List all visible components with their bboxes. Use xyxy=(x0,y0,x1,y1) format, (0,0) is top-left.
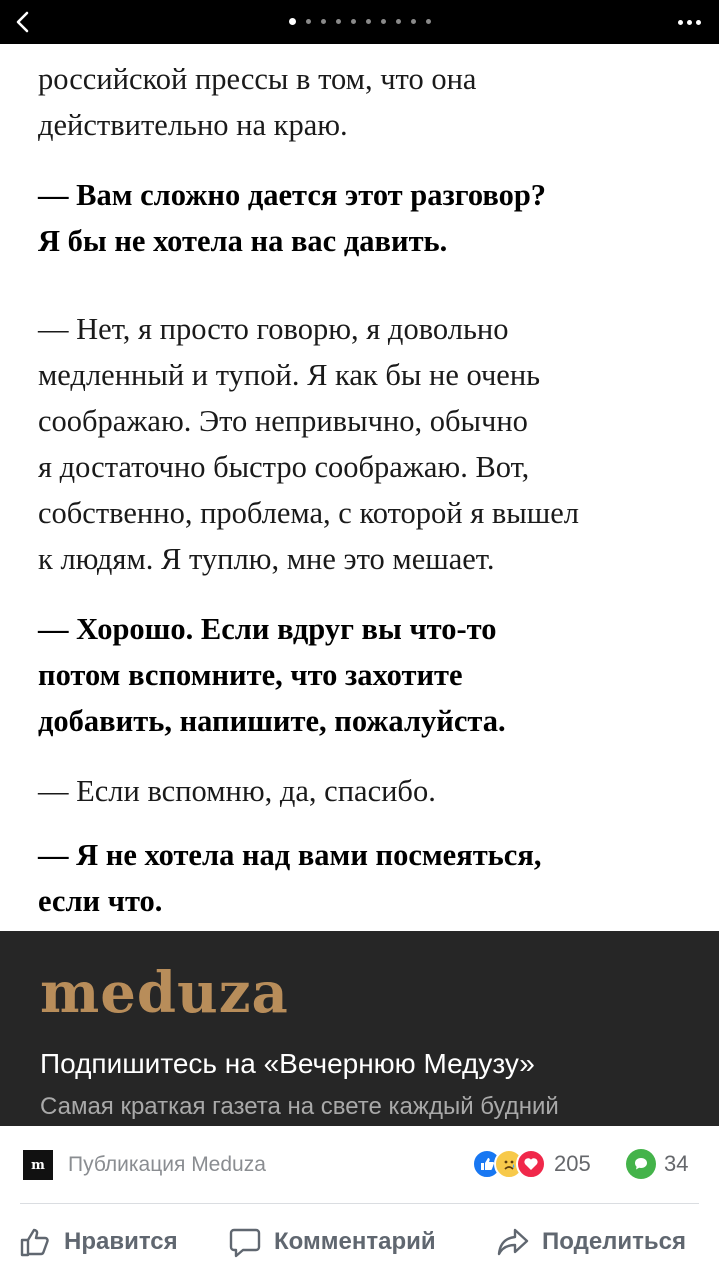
love-reaction-icon xyxy=(516,1149,546,1179)
answer-paragraph: — Нет, я просто говорю, я довольно медленный и тупой. Я как бы не очень соображаю. Это непривычно, обычно я достаточно быстро соображаю. Вот, собственно, проблема, с которой я вышел к людям. Я туплю, мне это мешает. xyxy=(38,312,579,576)
top-bar xyxy=(0,0,719,44)
share-arrow-icon xyxy=(496,1225,530,1259)
publication-logo[interactable]: m xyxy=(23,1150,53,1180)
page-dot xyxy=(426,19,431,24)
reactions-summary[interactable] xyxy=(472,1148,591,1180)
reaction-count: 205 xyxy=(554,1151,591,1176)
newsletter-promo[interactable] xyxy=(0,931,719,1126)
publication-row xyxy=(0,1126,719,1204)
page-dot xyxy=(306,19,311,24)
comment-bubble-icon xyxy=(626,1149,656,1179)
publication-name[interactable]: Публикация Meduza xyxy=(68,1153,266,1176)
meduza-logo: meduza xyxy=(40,960,289,1026)
page-dot-active xyxy=(289,18,296,25)
page-indicator xyxy=(0,16,719,26)
question-paragraph: — Я не хотела над вами посмеяться, если что. xyxy=(38,838,542,918)
comments-summary[interactable] xyxy=(626,1148,688,1180)
question-paragraph: — Хорошо. Если вдруг вы что-то потом вспомните, что захотите добавить, напишите, пожалуйста. xyxy=(38,612,506,738)
like-label: Нравится xyxy=(64,1228,178,1255)
promo-title: Подпишитесь на «Вечернюю Медузу» xyxy=(40,1048,535,1079)
more-dots-icon xyxy=(678,20,683,25)
article-paragraph: российской прессы в том, что она действительно на краю. xyxy=(38,62,477,142)
page-dot xyxy=(396,19,401,24)
share-label: Поделиться xyxy=(542,1228,687,1255)
comment-icon xyxy=(228,1225,262,1259)
more-options-button[interactable] xyxy=(673,12,705,32)
comment-count: 34 xyxy=(664,1151,689,1176)
promo-subtitle: Самая краткая газета на свете каждый будний xyxy=(40,1093,559,1120)
question-paragraph: — Вам сложно дается этот разговор? Я бы не хотела на вас давить. xyxy=(38,178,547,258)
page-dot xyxy=(381,19,386,24)
action-bar xyxy=(0,1204,719,1280)
like-button[interactable] xyxy=(18,1222,178,1262)
page-dot xyxy=(336,19,341,24)
page-dot xyxy=(321,19,326,24)
page-dot xyxy=(411,19,416,24)
thumbs-up-icon xyxy=(18,1225,52,1259)
page-dot xyxy=(351,19,356,24)
comment-button[interactable] xyxy=(228,1222,436,1262)
page-dot xyxy=(366,19,371,24)
answer-paragraph: — Если вспомню, да, спасибо. xyxy=(38,774,436,808)
share-button[interactable] xyxy=(496,1222,686,1262)
comment-label: Комментарий xyxy=(274,1228,436,1255)
